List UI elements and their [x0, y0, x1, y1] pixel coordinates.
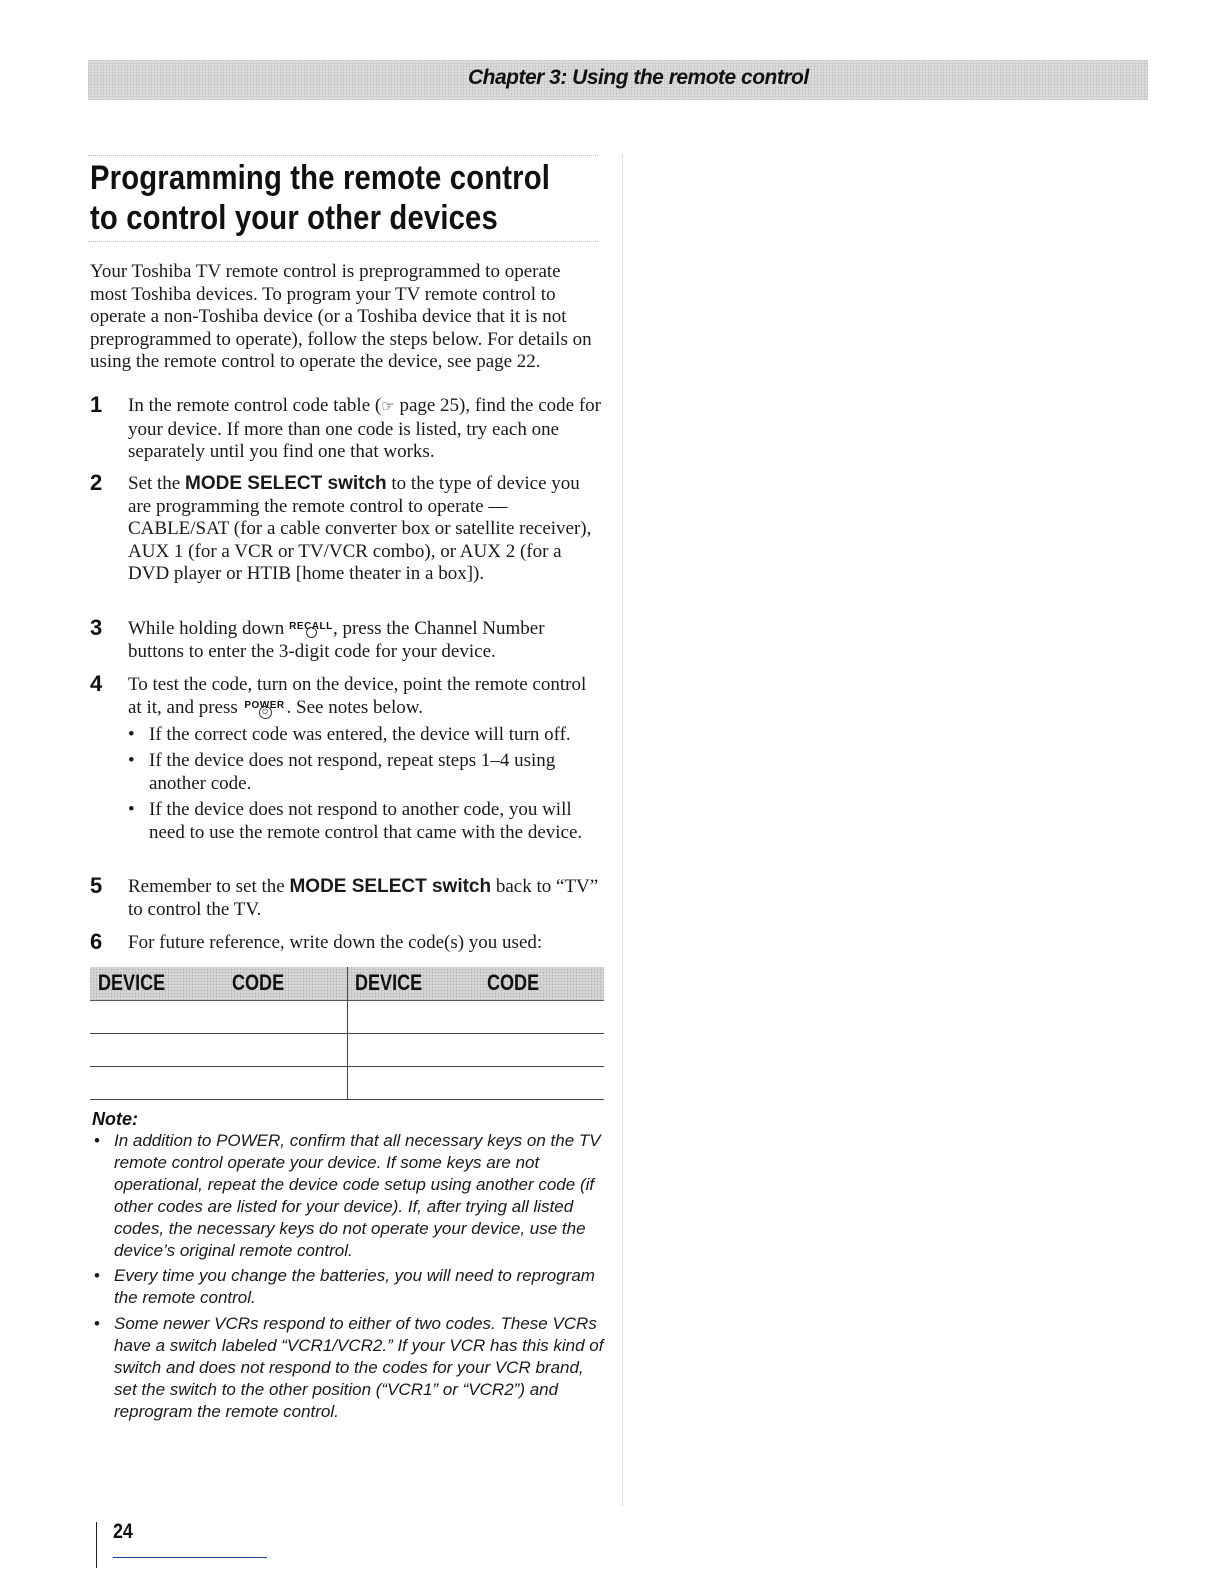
- title-bottom-rule: [88, 241, 598, 242]
- device-code-table: [90, 967, 604, 1100]
- page-number-underline: [113, 1557, 267, 1558]
- table-row: [90, 1099, 604, 1100]
- page-number-bar: [96, 1522, 97, 1568]
- column-divider: [622, 155, 623, 1505]
- column-header-code: CODE: [232, 970, 285, 995]
- step-4-bullet: • If the device does not respond to another code, you will need to use the remote control that came with the device.: [128, 799, 583, 843]
- step-number: 3: [90, 615, 103, 640]
- note-heading: Note:: [92, 1109, 138, 1129]
- power-button-icon: POWER ⏻: [243, 697, 287, 719]
- table-row: [90, 1066, 604, 1067]
- page-title: [90, 158, 550, 238]
- intro-paragraph: Your Toshiba TV remote control is preprogrammed to operate most Toshiba devices. To program your TV remote control to operate a non-Toshiba device (or a Toshiba device that it is not preprogrammed to operate), follow the steps below. For details on using the remote control to operate the device, see page 22.: [90, 261, 592, 372]
- step-4-bullet: • If the correct code was entered, the device will turn off.: [128, 724, 571, 745]
- step-number: 6: [90, 929, 103, 954]
- chapter-title: Chapter 3: Using the remote control: [468, 66, 809, 89]
- step-5-text: Remember to set the MODE SELECT switch back to “TV” to control the TV.: [128, 876, 599, 920]
- note-item: • Every time you change the batteries, you will need to reprogram the remote control.: [94, 1266, 595, 1307]
- mode-select-switch-label: MODE SELECT switch: [289, 876, 492, 897]
- table-row: [90, 1033, 604, 1034]
- step-2-text: Set the MODE SELECT switch to the type of device you are programming the remote control to operate — CABLE/SAT (for a cable converter box or satellite receiver), AUX 1 (for a VCR or TV/VCR combo), or AUX 2 (for a DVD player or HTIB [home theater in a box]).: [128, 473, 592, 584]
- note-item: • In addition to POWER, confirm that all necessary keys on the TV remote control operate your device. If some keys are not operational, repeat the device code setup using another code (if other codes are listed for your device). If, after trying all listed codes, the necessary keys do not operate your device, use the device’s original remote control.: [94, 1131, 601, 1260]
- title-top-rule: [88, 155, 598, 156]
- column-header-device: DEVICE: [355, 970, 423, 995]
- pointing-hand-icon: ☞: [381, 399, 395, 415]
- step-6-text: For future reference, write down the code(s) you used:: [128, 932, 543, 953]
- step-number: 5: [90, 873, 103, 898]
- page-number: 24: [113, 1520, 133, 1543]
- page-title-line2: to control your other devices: [90, 199, 498, 237]
- step-4-text: To test the code, turn on the device, point the remote control at it, and press POWER ⏻ . See notes below.: [128, 674, 587, 718]
- step-4-bullet: • If the device does not respond, repeat steps 1–4 using another code.: [128, 750, 556, 794]
- column-header-device: DEVICE: [98, 970, 166, 995]
- column-header-code: CODE: [487, 970, 540, 995]
- step-number: 2: [90, 470, 103, 495]
- step-1-text: In the remote control code table (☞ page 25), find the code for your device. If more than one code is listed, try each one separately until you find one that works.: [128, 395, 601, 462]
- mode-select-switch-label: MODE SELECT switch: [185, 473, 387, 494]
- step-number: 4: [90, 671, 103, 696]
- step-3-text: While holding down RECALL , press the Channel Number buttons to enter the 3-digit code for your device.: [128, 618, 545, 662]
- step-number: 1: [90, 392, 103, 417]
- note-item: • Some newer VCRs respond to either of two codes. These VCRs have a switch labeled “VCR1/VCR2.” If your VCR has this kind of switch and does not respond to the codes for your VCR brand, set the switch to the other position (“VCR1” or “VCR2”) and reprogram the remote control.: [94, 1314, 604, 1421]
- recall-button-icon: RECALL: [289, 618, 333, 640]
- page-title-line1: Programming the remote control: [90, 159, 551, 197]
